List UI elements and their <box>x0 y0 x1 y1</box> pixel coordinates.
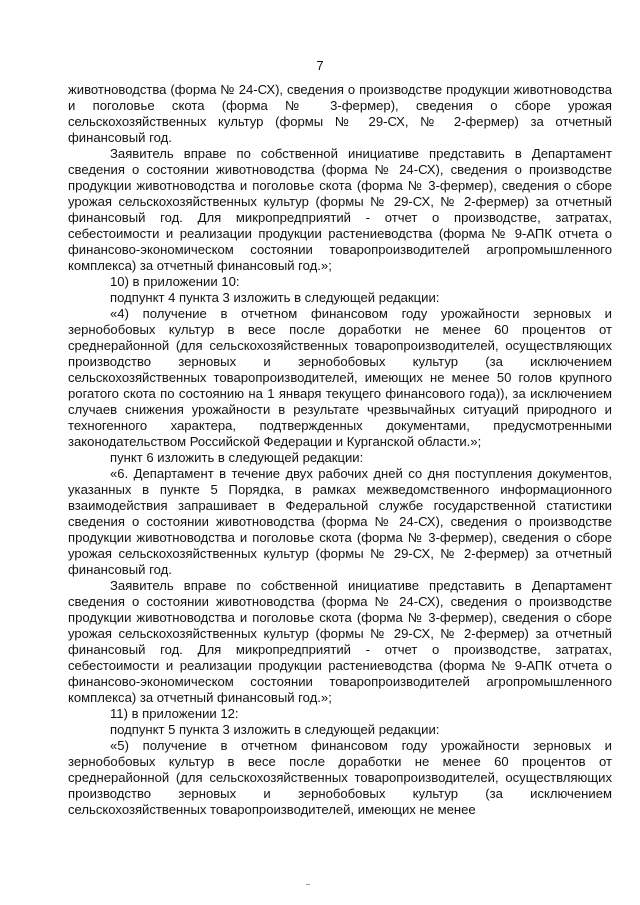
paragraph-continuation: животноводства (форма № 24-СХ), сведения о производстве продукции животноводства и поголовье скота (форма № 3-фермер), сведения о сборе урожая сельскохозяйственных культур (формы № 29-СХ, № 2-фермер) за отчетный финансовый год. <box>68 82 612 145</box>
paragraph-applicant-right-2: Заявитель вправе по собственной инициативе представить в Департамент сведения о состоянии животноводства (форма № 24-СХ), сведения о производстве продукции животноводства и поголовье скота (форма № 3-фермер), сведения о сборе урожая сельскохозяйственных культур (формы № 29-СХ, № 2-фермер) за отчетный финансовый год. Для микропредприятий - отчет о производстве, затратах, себестоимости и реализации продукции растениеводства (форма № 9-АПК отчета о финансово-экономическом состоянии товаропроизводителей агропромышленного комплекса) за отчетный финансовый год.»; <box>68 578 612 705</box>
document-body <box>68 82 612 818</box>
paragraph-subitem-4-instruction: подпункт 4 пункта 3 изложить в следующей редакции: <box>110 290 440 305</box>
paragraph-item-11: 11) в приложении 12: <box>110 706 239 721</box>
paragraph-point-6-instruction: пункт 6 изложить в следующей редакции: <box>110 450 364 465</box>
paragraph-subitem-5-instruction: подпункт 5 пункта 3 изложить в следующей редакции: <box>110 722 440 737</box>
paragraph-point-6-text: «6. Департамент в течение двух рабочих дней со дня поступления документов, указанных в пункте 5 Порядка, в рамках межведомственного информационного взаимодействия запрашивает в Федеральной службе государственной статистики сведения о состоянии животноводства (форма № 24-СХ), сведения о производстве продукции животноводства и поголовье скота (форма № 3-фермер), сведения о сборе урожая сельскохозяйственных культур (формы № 29-СХ, № 2-фермер) за отчетный финансовый год. <box>68 466 612 577</box>
paragraph-item-10: 10) в приложении 10: <box>110 274 240 289</box>
paragraph-applicant-right: Заявитель вправе по собственной инициативе представить в Департамент сведения о состоянии животноводства (форма № 24-СХ), сведения о производстве продукции животноводства и поголовье скота (форма № 3-фермер), сведения о сборе урожая сельскохозяйственных культур (формы № 29-СХ, № 2-фермер) за отчетный финансовый год. Для микропредприятий - отчет о производстве, затратах, себестоимости и реализации продукции растениеводства (форма № 9-АПК отчета о финансово-экономическом состоянии товаропроизводителей агропромышленного комплекса) за отчетный финансовый год.»; <box>68 146 612 273</box>
paragraph-subitem-4-text: «4) получение в отчетном финансовом году урожайности зерновых и зернобобовых культур в весе после доработки не менее 60 процентов от среднерайонной (для сельскохозяйственных товаропроизводителей, осуществляющих производство зерновых и зернобобовых культур (за исключением сельскохозяйственных товаропроизводителей, имеющих не менее 50 голов крупного рогатого скота по состоянию на 1 января текущего финансового года)), за исключением случаев снижения урожайности в результате чрезвычайных ситуаций природного и техногенного характера, подтвержденных документами, предусмотренными законодательством Российской Федерации и Курганской области.»; <box>68 306 612 449</box>
paragraph-subitem-5-text: «5) получение в отчетном финансовом году урожайности зерновых и зернобобовых культур в весе после доработки не менее 60 процентов от среднерайонной (для сельскохозяйственных товаропроизводителей, осуществляющих производство зерновых и зернобобовых культур (за исключением сельскохозяйственных товаропроизводителей, имеющих не менее <box>68 738 612 817</box>
scan-speck <box>306 884 310 885</box>
page-number: 7 <box>316 58 324 73</box>
